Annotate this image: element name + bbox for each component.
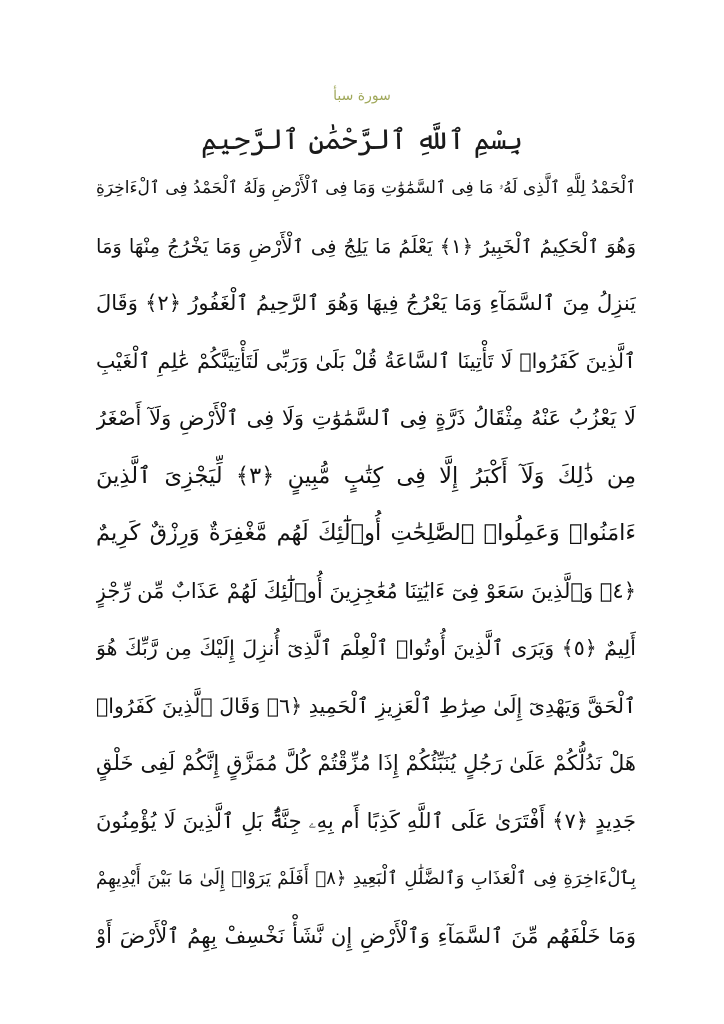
text-line: ٱلْحَقَّ وَيَهْدِىٓ إِلَىٰ صِرَٰطِ ٱلْعَزِيزِ ٱلْحَمِيدِ ﴿٦﴾ وَقَالَ ٱلَّذِينَ كَفَرُوا۟ bbox=[96, 693, 636, 718]
text-line: أَلِيمٌ ﴿٥﴾ وَيَرَى ٱلَّذِينَ أُوتُوا۟ ٱلْعِلْمَ ٱلَّذِىٓ أُنزِلَ إِلَيْكَ مِن رَّبِّكَ هُوَ bbox=[96, 636, 636, 660]
text-line: جَدِيدٍ ﴿٧﴾ أَفْتَرَىٰ عَلَى ٱللَّهِ كَذِبًا أَم بِهِۦ جِنَّةٌۢ بَلِ ٱلَّذِينَ لَا يُؤْمِنُونَ bbox=[96, 808, 636, 833]
text-line: وَهُوَ ٱلْحَكِيمُ ٱلْخَبِيرُ ﴿١﴾ يَعْلَمُ مَا يَلِجُ فِى ٱلْأَرْضِ وَمَا يَخْرُجُ مِنْهَا وَمَا bbox=[96, 234, 636, 258]
surah-title: سورة سبأ bbox=[333, 88, 391, 104]
text-line: ءَامَنُوا۟ وَعَمِلُوا۟ ٱلصَّٰلِحَٰتِ أُو۟لَٰٓئِكَ لَهُم مَّغْفِرَةٌ وَرِزْقٌ كَرِيمٌ bbox=[96, 520, 636, 546]
verse-text-block bbox=[96, 160, 636, 965]
text-line: هَلْ نَدُلُّكُمْ عَلَىٰ رَجُلٍ يُنَبِّئُكُمْ إِذَا مُزِّقْتُمْ كُلَّ مُمَزَّقٍ إِنَّكُمْ لَفِى خَلْقٍ bbox=[96, 751, 636, 775]
text-line: وَمَا خَلْفَهُم مِّنَ ٱلسَّمَآءِ وَٱلْأَرْضِ إِن نَّشَأْ نَخْسِفْ بِهِمُ ٱلْأَرْضَ أَوْ bbox=[96, 923, 636, 948]
text-line: ﴿٤﴾ وَٱلَّذِينَ سَعَوْ فِىٓ ءَايَٰتِنَا مُعَٰجِزِينَ أُو۟لَٰٓئِكَ لَهُمْ عَذَابٌ مِّن رِّجْزٍ bbox=[96, 578, 636, 603]
text-line: يَنزِلُ مِنَ ٱلسَّمَآءِ وَمَا يَعْرُجُ فِيهَا وَهُوَ ٱلرَّحِيمُ ٱلْغَفُورُ ﴿٢﴾ وَقَالَ bbox=[96, 291, 636, 315]
text-line: لَا يَعْزُبُ عَنْهُ مِثْقَالُ ذَرَّةٍ فِى ٱلسَّمَٰوَٰتِ وَلَا فِى ٱلْأَرْضِ وَلَآ أَصْغَرُ bbox=[96, 406, 636, 430]
text-line: ٱلْحَمْدُ لِلَّهِ ٱلَّذِى لَهُۥ مَا فِى ٱلسَّمَٰوَٰتِ وَمَا فِى ٱلْأَرْضِ وَلَهُ ٱلْحَمْدُ فِى ٱلْءَاخِرَةِ bbox=[96, 178, 636, 198]
text-line: بِٱلْءَاخِرَةِ فِى ٱلْعَذَابِ وَٱلضَّلَٰلِ ٱلْبَعِيدِ ﴿٨﴾ أَفَلَمْ يَرَوْا۟ إِلَىٰ مَا بَيْنَ أَيْدِيهِمْ bbox=[96, 868, 636, 889]
text-line: مِن ذَٰلِكَ وَلَآ أَكْبَرُ إِلَّا فِى كِتَٰبٍ مُّبِينٍ ﴿٣﴾ لِّيَجْزِىَ ٱلَّذِينَ bbox=[96, 462, 636, 489]
text-line: ٱلَّذِينَ كَفَرُوا۟ لَا تَأْتِينَا ٱلسَّاعَةُ قُلْ بَلَىٰ وَرَبِّى لَتَأْتِيَنَّكُمْ عَٰلِمِ ٱلْغَيْبِ bbox=[96, 348, 636, 373]
basmala: بِسْمِ ٱللَّهِ ٱلرَّحْمَٰنِ ٱلرَّحِيمِ bbox=[200, 123, 523, 156]
